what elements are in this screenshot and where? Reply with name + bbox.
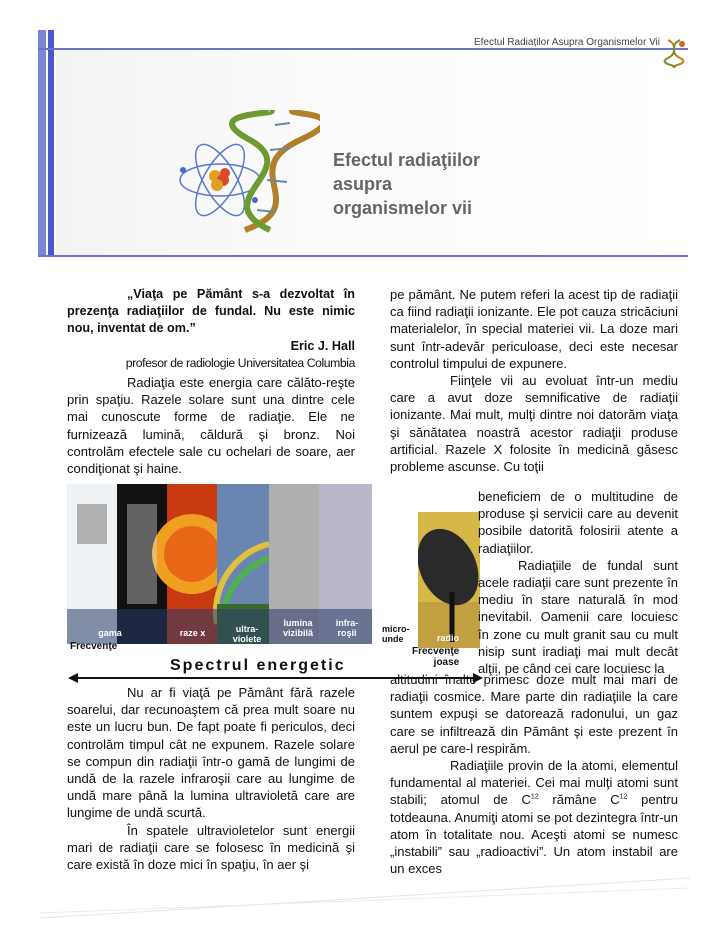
header-bottom-rule bbox=[38, 255, 688, 257]
page-title bbox=[333, 148, 480, 220]
title-line-3: organismelor vii bbox=[333, 198, 473, 218]
left-paragraph-1: Radiaţia este energia care călăto-reşte prin spaţiu. Razele solare sunt una dintre cele mai cunoscute forme de radiaţie. Ele ne furnizează lumină, căldură şi bronz. Noi controlăm efectele sale cu ochelari de soare, aer condiţionat şi haine. bbox=[67, 375, 355, 477]
header-left-bar-inner bbox=[48, 30, 54, 255]
spectrum-label-micro: micro- unde bbox=[382, 624, 410, 644]
spectrum-label-lumina: lumina vizibilă bbox=[282, 618, 313, 638]
spectrum-label-ultra: ultra- violete bbox=[232, 624, 262, 644]
spectrum-title: Spectrul energetic bbox=[170, 657, 346, 674]
right-paragraph-2 bbox=[390, 671, 678, 877]
title-line-1: Efectul radiaţiilor bbox=[333, 150, 481, 170]
frequency-low-label: Frecvenţe joase bbox=[412, 646, 460, 668]
right-p2-wrap: beneficiem de o multitudine de produse şi servicii care au devenit posibile datorită folosirii atente a radiaţiilor. bbox=[478, 489, 678, 556]
spectrum-label-radio: radio bbox=[437, 633, 460, 643]
left-paragraph-3-text: În spatele ultravioletelor sunt energii mari de radiaţii care se folosesc în medicină şi care există în doze mici în spaţiu, în aer şi bbox=[67, 822, 355, 873]
header-left-bar bbox=[38, 30, 46, 255]
spectrum-label-razex: raze x bbox=[179, 628, 206, 638]
dna-atom-illustration-icon bbox=[175, 110, 320, 235]
bottom-decoration bbox=[40, 868, 690, 918]
left-paragraph-2 bbox=[67, 684, 355, 873]
spectrum-label-gama: gama bbox=[98, 628, 122, 638]
left-paragraph-2-text: Nu ar fi viaţă pe Pământ fără razele soarelui, dar recunoaştem că prea mult soare nu este un lucru bun. De fapt poate fi periculos, deci controlăm timpul cât ne expunem. Razele solare se compun din radiaţii într-o gamă de lungimi de undă de la razele infraroşii care au lungime de undă mare până la lumina ultravioletă care are lungime de undă scurtă. bbox=[67, 685, 355, 821]
running-title: Efectul Radiaților Asupra Organismelor Vii bbox=[473, 37, 660, 48]
right-wrap-text bbox=[478, 488, 678, 677]
dna-small-icon bbox=[660, 38, 688, 68]
quote-text: „Viaţa pe Pământ s-a dezvoltat în prezenţa radiaţiilor de fundal. Nu este nimic nou, inventat de om.” bbox=[67, 287, 355, 336]
right-p4-text: Radiaţiile provin de la atomi, elementul fundamental al materiei. Cei mai mulţi atomi sunt stabili; atomul de $C^{12}$ rămâne $C^{12}$ pentru totdeauna. Anumiţi atomi se pot dezintegra într-un atom în totalitate nou. Aceşti atomi se numesc „instabili” sau „radioactivi”. Un atom instabil are un exces bbox=[390, 758, 678, 877]
right-p2-text: Fiinţele vii au evoluat într-un mediu care a avut doze semnificative de radiaţii ionizante. Mai mult, mulţi dintre noi datorăm viaţa şi sănătatea noastră acestor radiaţii produse artificial. Razele X folosite în medicină găsesc probleme ascunse. Cu toţii bbox=[390, 373, 678, 475]
frequency-high-label: Frecvenţe bbox=[70, 641, 118, 652]
right-p3-wrap: Radiaţiile de fundal sunt acele radiaţii care sunt prezente în mediu în stare naturală în mod inevitabil. Oamenii care locuiesc în zone cu mult granit sau cu mult nisip sunt iradiaţi mai mult decât alţii, pe când cei care locuiesc la bbox=[478, 557, 678, 677]
spectrum-label-infra: infra- roşii bbox=[335, 618, 359, 638]
quote-affiliation: profesor de radiologie Universitatea Columbia bbox=[125, 355, 355, 370]
right-paragraph-1 bbox=[390, 286, 678, 475]
right-p1-text: pe pământ. Ne putem referi la acest tip de radiaţii ca fiind radiaţii ionizante. Ele pot cauza stricăciuni materialelor, în special materiei vii. La doze mari sunt într-adevăr periculoase, deci este necesar controlul timpului de expunere. bbox=[390, 287, 678, 371]
right-p3-text: altitudini înalte primesc doze mult mai mari de radiaţii cosmice. Mare parte din radiaţiile la care suntem expuşi se datorează radonului, un gaz care se infiltrează din Pământ şi este prezent în aerul pe care-l respirăm. bbox=[390, 672, 678, 756]
header-top-rule bbox=[38, 48, 688, 50]
quote-block bbox=[67, 286, 355, 372]
quote-author: Eric J. Hall bbox=[290, 338, 355, 353]
title-line-2: asupra bbox=[333, 174, 393, 194]
satellite-dish-icon bbox=[418, 512, 480, 648]
